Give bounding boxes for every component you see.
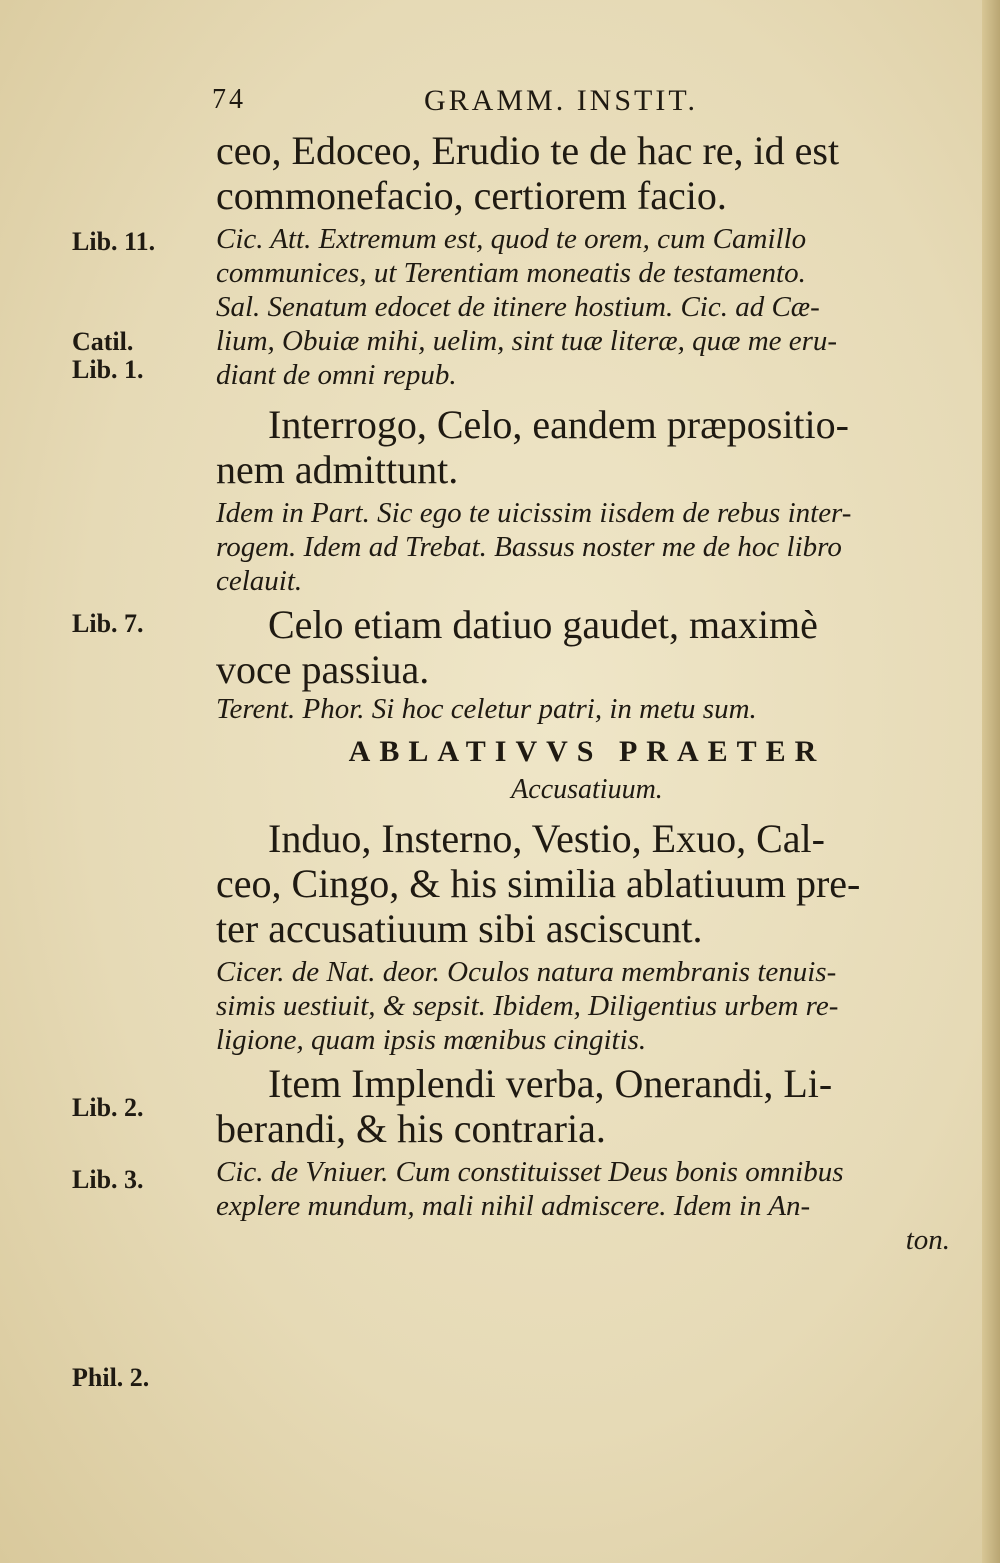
page-edge (982, 0, 1000, 1563)
text-line: commonefacio, certiorem facio. (216, 173, 727, 218)
citation-line: communices, ut Terentiam moneatis de testamento. (216, 257, 806, 289)
margin-note: Lib. 7. (72, 609, 144, 638)
text-line: ceo, Cingo, & his similia ablatiuum pre- (216, 861, 861, 906)
citation-line: simis uestiuit, & sepsit. Ibidem, Diligentius urbem re- (216, 990, 839, 1022)
citation-line: Cic. Att. Extremum est, quod te orem, cum Camillo (216, 223, 807, 255)
citation-line: ligione, quam ipsis mœnibus cingitis. (216, 1024, 647, 1056)
section-subheading: Accusatiuum. (511, 774, 663, 805)
citation-line: Cicer. de Nat. deor. Oculos natura membranis tenuis- (216, 956, 837, 988)
margin-note: Phil. 2. (72, 1363, 150, 1392)
citation-line: rogem. Idem ad Trebat. Bassus noster me de hoc libro (216, 531, 842, 563)
citation-line: lium, Obuiæ mihi, uelim, sint tuæ literæ, quæ me eru- (216, 325, 838, 357)
margin-note: Lib. 1. (72, 355, 144, 384)
section-heading: ABLATIVVS PRAETER (348, 735, 826, 768)
citation-line: explere mundum, mali nihil admiscere. Idem in An- (216, 1190, 811, 1222)
citation-line: diant de omni repub. (216, 359, 457, 391)
citation-line: Cic. de Vniuer. Cum constituisset Deus bonis omnibus (216, 1156, 844, 1188)
text-line: Celo etiam datiuo gaudet, maximè (268, 602, 818, 647)
page-number: 74 (212, 84, 246, 115)
running-head: GRAMM. INSTIT. (424, 84, 698, 117)
citation-line: Idem in Part. Sic ego te uicissim iisdem de rebus inter- (216, 497, 852, 529)
text-line: berandi, & his contraria. (216, 1106, 606, 1151)
body-text (216, 128, 958, 1257)
text-line: voce passiua. (216, 647, 430, 692)
text-line: Induo, Insterno, Vestio, Exuo, Cal- (268, 816, 825, 861)
text-line: Interrogo, Celo, eandem præpositio- (268, 402, 849, 447)
page-header (212, 84, 952, 124)
margin-note: Lib. 3. (72, 1165, 144, 1194)
margin-note: Lib. 2. (72, 1093, 144, 1122)
citation-line: celauit. (216, 565, 303, 597)
margin-note: Catil. (72, 327, 134, 356)
margin-note: Lib. 11. (72, 227, 156, 256)
text-line: ceo, Edoceo, Erudio te de hac re, id est (216, 128, 840, 173)
text-line: ter accusatiuum sibi asciscunt. (216, 906, 703, 951)
citation-line: Terent. Phor. Si hoc celetur patri, in metu sum. (216, 693, 757, 725)
citation-line: Sal. Senatum edocet de itinere hostium. Cic. ad Cæ- (216, 291, 820, 323)
text-line: nem admittunt. (216, 447, 459, 492)
catchword: ton. (905, 1224, 950, 1256)
text-line: Item Implendi verba, Onerandi, Li- (268, 1061, 833, 1106)
